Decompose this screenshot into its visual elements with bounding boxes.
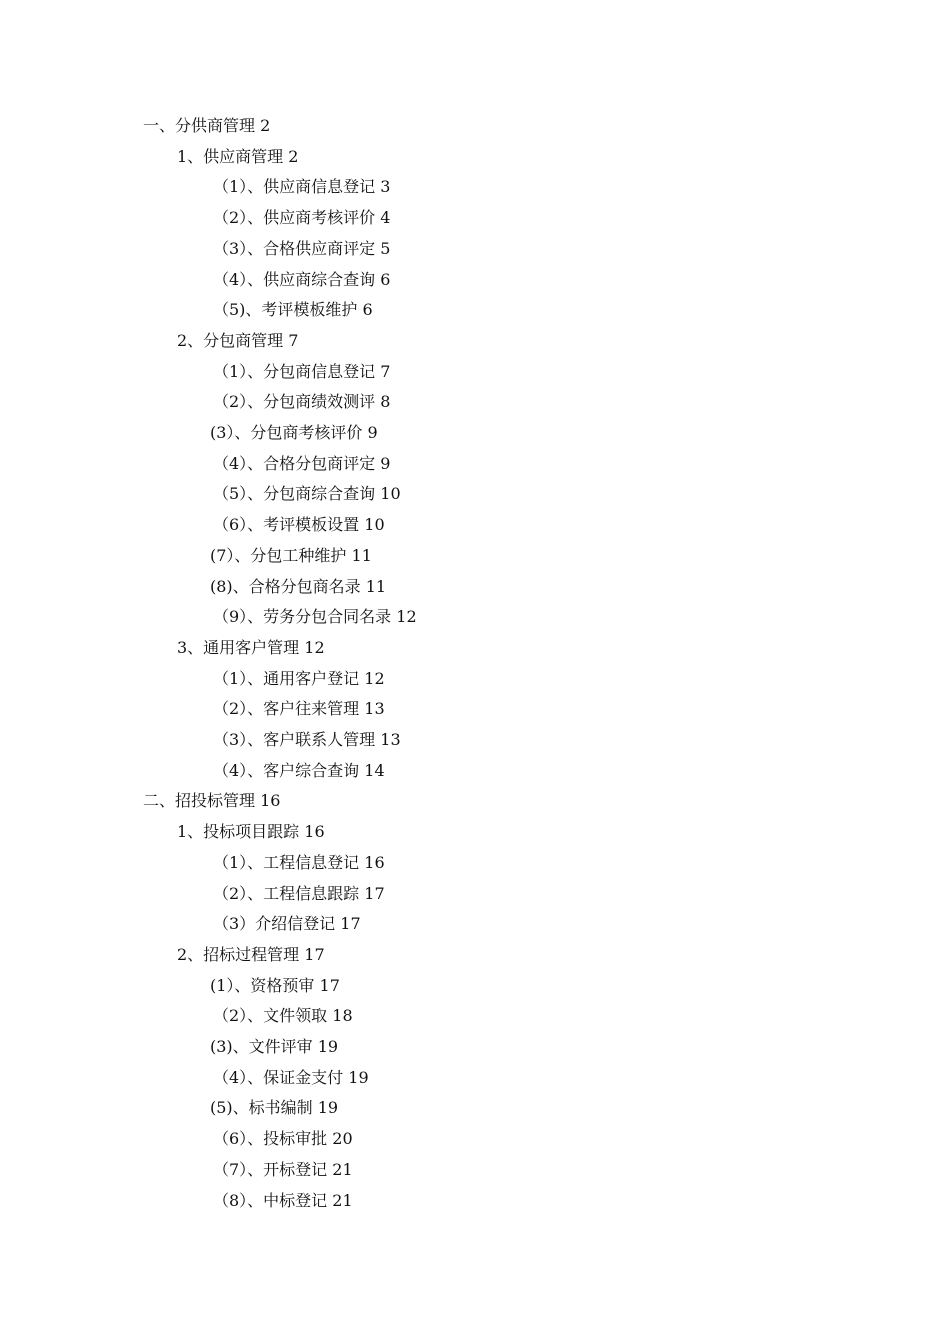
toc-entry: 3、通用客户管理 12 [177, 637, 325, 657]
toc-entry: (8)、合格分包商名录 11 [210, 576, 387, 596]
toc-entry: （3）介绍信登记 17 [213, 914, 361, 934]
toc-entry: （1）、工程信息登记 16 [213, 852, 385, 872]
toc-entry: 2、招标过程管理 17 [177, 944, 325, 964]
toc-entry: （4）、保证金支付 19 [213, 1067, 369, 1087]
toc-entry: (1）、资格预审 17 [210, 975, 340, 995]
toc-entry: （9）、劳务分包合同名录 12 [213, 607, 417, 627]
toc-entry: （2）、供应商考核评价 4 [213, 208, 391, 228]
toc-entry: （8）、中标登记 21 [213, 1190, 353, 1210]
toc-entry: （6）、考评模板设置 10 [213, 515, 385, 535]
toc-entry: （4）、合格分包商评定 9 [213, 453, 391, 473]
toc-entry: (3）、分包商考核评价 9 [210, 423, 378, 442]
toc-entry: （4）、供应商综合查询 6 [213, 269, 391, 289]
toc-entry: 1、供应商管理 2 [177, 146, 299, 166]
toc-entry: （4）、客户综合查询 14 [213, 760, 385, 780]
toc-entry: （2）、文件领取 18 [213, 1006, 353, 1026]
toc-entry: （5）、分包商综合查询 10 [213, 484, 401, 504]
toc-entry: 2、分包商管理 7 [177, 330, 299, 350]
toc-entry: （1）、供应商信息登记 3 [213, 177, 391, 197]
toc-entry: (5)、标书编制 19 [210, 1098, 339, 1118]
toc-entry: （6）、投标审批 20 [213, 1129, 353, 1149]
toc-entry: （3）、客户联系人管理 13 [213, 730, 401, 749]
toc-entry: （2）、客户往来管理 13 [213, 699, 385, 719]
toc-entry: 一、分供商管理 2 [143, 116, 271, 135]
toc-entry: （1）、通用客户登记 12 [213, 668, 385, 688]
toc-entry: （2）、工程信息跟踪 17 [213, 883, 385, 903]
toc-entry: （1）、分包商信息登记 7 [213, 361, 391, 381]
toc-entry: （2）、分包商绩效测评 8 [213, 392, 391, 412]
toc-entry: （5)、考评模板维护 6 [213, 300, 373, 320]
toc-entry: (3)、文件评审 19 [210, 1037, 339, 1056]
toc-entry: 二、招投标管理 16 [143, 791, 281, 811]
toc-entry: (7）、分包工种维护 11 [210, 545, 372, 565]
toc-entry: （7）、开标登记 21 [213, 1159, 353, 1179]
toc-entry: 1、投标项目跟踪 16 [177, 822, 325, 842]
toc-entry: （3）、合格供应商评定 5 [213, 238, 391, 258]
